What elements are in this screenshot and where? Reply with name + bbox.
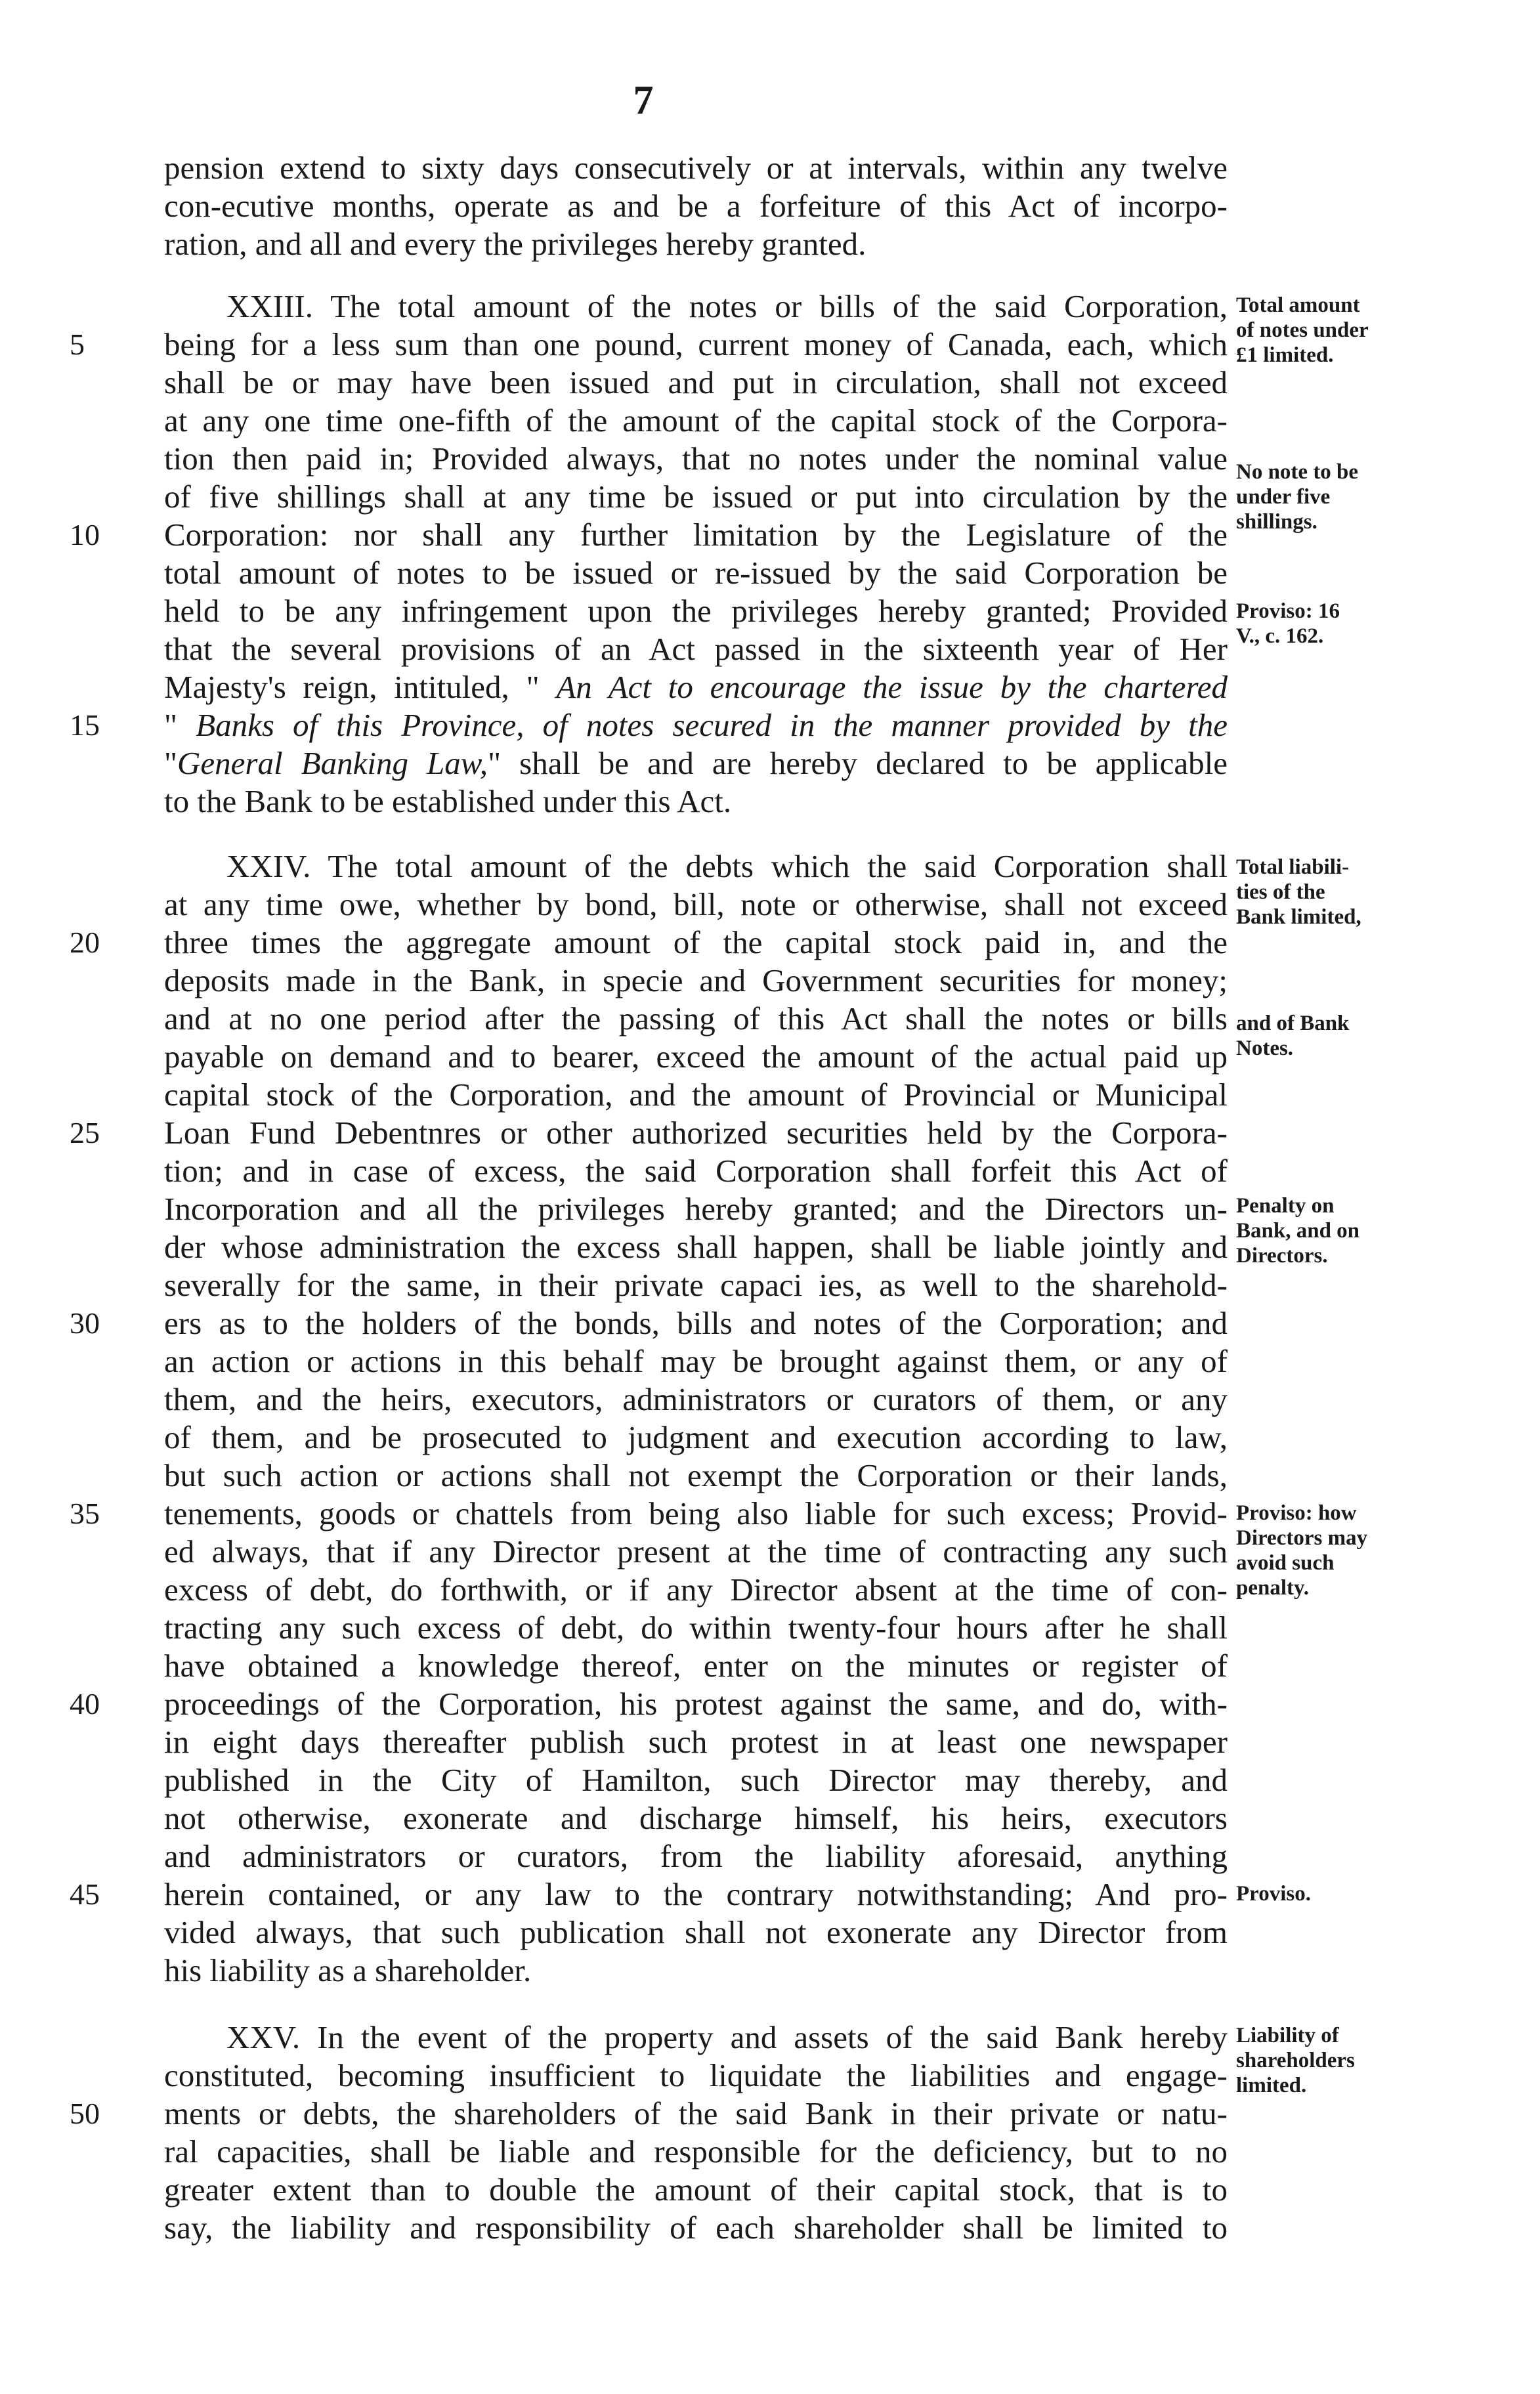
side-note-proviso: [1236, 1881, 1433, 1906]
side-note-line: Proviso: 16: [1236, 599, 1340, 623]
text-line: deposits made in the Bank, in specie and Government securities for money;: [164, 962, 1228, 998]
side-note-proviso-directors: [1236, 1501, 1433, 1600]
text-line: three times the aggregate amount of the capital stock paid in, and the: [164, 924, 1228, 960]
text-line: them, and the heirs, executors, administrators or curators of them, or any: [164, 1381, 1228, 1417]
side-note-five-shillings: [1236, 460, 1433, 534]
side-note-total-amount-notes: [1236, 293, 1433, 368]
text-line: have obtained a knowledge thereof, enter on the minutes or register of: [164, 1648, 1228, 1684]
line-number: 50: [70, 2097, 100, 2130]
side-note-line: of notes under: [1236, 318, 1369, 342]
text-line: " Banks of this Province, of notes secured in the manner provided by the: [164, 707, 1228, 743]
page-number: 7: [633, 78, 654, 123]
side-note-line: No note to be: [1236, 460, 1359, 484]
section-xxiii-heading-line: XXIII. The total amount of the notes or bills of the said Corporation,: [226, 288, 1228, 324]
text-line: an action or actions in this behalf may be brought against them, or any of: [164, 1343, 1228, 1379]
text-line: herein contained, or any law to the contrary notwithstanding; And pro-: [164, 1876, 1228, 1912]
side-note-proviso-16-v: [1236, 599, 1433, 649]
side-note-line: and of Bank: [1236, 1012, 1350, 1035]
text-line: held to be any infringement upon the privileges hereby granted; Provided: [164, 593, 1228, 629]
text-line: pension extend to sixty days consecutively or at intervals, within any twelve: [164, 150, 1228, 186]
text-line: con-ecutive months, operate as and be a forfeiture of this Act of incorpo-: [164, 188, 1228, 224]
side-note-line: avoid such: [1236, 1551, 1335, 1575]
text-line: tion; and in case of excess, the said Corporation shall forfeit this Act of: [164, 1153, 1228, 1189]
text-line: but such action or actions shall not exempt the Corporation or their lands,: [164, 1457, 1228, 1493]
side-note-line: Bank, and on: [1236, 1219, 1360, 1243]
text-line: and at no one period after the passing of this Act shall the notes or bills: [164, 1000, 1228, 1037]
line-number: 30: [70, 1306, 100, 1340]
line-number: 5: [70, 328, 85, 361]
text-line: to the Bank to be established under this Act.: [164, 783, 732, 819]
side-note-line: Proviso: how: [1236, 1501, 1357, 1525]
text-line: ral capacities, shall be liable and responsible for the deficiency, but to no: [164, 2133, 1228, 2170]
side-note-line: Notes.: [1236, 1037, 1294, 1060]
text-line: tion then paid in; Provided always, that no notes under the nominal value: [164, 440, 1228, 477]
text-line: being for a less sum than one pound, current money of Canada, each, which: [164, 326, 1228, 362]
text-line: vided always, that such publication shall not exonerate any Director from: [164, 1914, 1228, 1950]
section-xxv-heading-line: XXV. In the event of the property and assets of the said Bank hereby: [226, 2019, 1228, 2055]
text-line: der whose administration the excess shall happen, shall be liable jointly and: [164, 1229, 1228, 1265]
text-line: total amount of notes to be issued or re-issued by the said Corporation be: [164, 555, 1228, 591]
side-note-bank-notes: [1236, 1011, 1433, 1061]
act-title-italic: Banks of this Province, of notes secured in the manner provided by the: [196, 707, 1228, 743]
text-line: Majesty's reign, intituled, " An Act to encourage the issue by the chartered: [164, 669, 1228, 705]
line-number: 10: [70, 518, 100, 551]
side-note-line: penalty.: [1236, 1576, 1309, 1600]
text-line: and administrators or curators, from the liability aforesaid, anything: [164, 1838, 1228, 1874]
line-number: 40: [70, 1687, 100, 1721]
text-line: "General Banking Law," shall be and are hereby declared to be applicable: [164, 745, 1228, 781]
line-number: 45: [70, 1877, 100, 1911]
text-line: of them, and be prosecuted to judgment and execution according to law,: [164, 1419, 1228, 1455]
text-line: greater extent than to double the amount of their capital stock, that is to: [164, 2171, 1228, 2208]
text-line: severally for the same, in their private capaci ies, as well to the sharehold-: [164, 1267, 1228, 1303]
side-note-line: V., c. 162.: [1236, 624, 1324, 648]
text-line: Corporation: nor shall any further limitation by the Legislature of the: [164, 517, 1228, 553]
side-note-line: shillings.: [1236, 510, 1317, 534]
text-line: Loan Fund Debentnres or other authorized securities held by the Corpora-: [164, 1115, 1228, 1151]
side-note-line: Proviso.: [1236, 1882, 1311, 1906]
section-xxiv-heading-line: XXIV. The total amount of the debts which the said Corporation shall: [226, 848, 1228, 884]
text-line: that the several provisions of an Act passed in the sixteenth year of Her: [164, 631, 1228, 667]
text-line: tracting any such excess of debt, do within twenty-four hours after he shall: [164, 1610, 1228, 1646]
line-number: 20: [70, 926, 100, 959]
text-line: of five shillings shall at any time be issued or put into circulation by the: [164, 479, 1228, 515]
act-title-italic: General Banking Law,: [177, 745, 488, 781]
text-line: capital stock of the Corporation, and the amount of Provincial or Municipal: [164, 1077, 1228, 1113]
text-line: Incorporation and all the privileges hereby granted; and the Directors un-: [164, 1191, 1228, 1227]
text-line: his liability as a shareholder.: [164, 1952, 532, 1988]
text-line: tenements, goods or chattels from being also liable for such excess; Provid-: [164, 1495, 1228, 1531]
text-line: ments or debts, the shareholders of the said Bank in their private or natu-: [164, 2095, 1228, 2131]
side-note-line: ties of the: [1236, 880, 1325, 904]
text-line: say, the liability and responsibility of each shareholder shall be limited to: [164, 2210, 1228, 2246]
text-line: ers as to the holders of the bonds, bills and notes of the Corporation; and: [164, 1305, 1228, 1341]
side-note-line: Total liabili-: [1236, 855, 1350, 879]
text-line: ed always, that if any Director present at the time of contracting any such: [164, 1533, 1228, 1570]
side-note-penalty: [1236, 1193, 1433, 1268]
text-line: published in the City of Hamilton, such Director may thereby, and: [164, 1762, 1228, 1798]
side-note-line: Directors.: [1236, 1244, 1328, 1268]
text-line: proceedings of the Corporation, his protest against the same, and do, with-: [164, 1686, 1228, 1722]
text-line: shall be or may have been issued and put in circulation, shall not exceed: [164, 364, 1228, 400]
text-line: at any time owe, whether by bond, bill, note or otherwise, shall not exceed: [164, 886, 1228, 922]
side-note-line: shareholders: [1236, 2049, 1355, 2072]
side-note-shareholder-liability: [1236, 2023, 1433, 2098]
side-note-line: limited.: [1236, 2074, 1307, 2097]
side-note-line: Bank limited,: [1236, 905, 1361, 929]
side-note-line: £1 limited.: [1236, 343, 1334, 367]
text-line: not otherwise, exonerate and discharge himself, his heirs, executors: [164, 1800, 1228, 1836]
text-line: excess of debt, do forthwith, or if any Director absent at the time of con-: [164, 1571, 1228, 1608]
line-number: 15: [70, 708, 100, 742]
side-note-line: Total amount: [1236, 293, 1360, 317]
text-line: in eight days thereafter publish such protest in at least one newspaper: [164, 1724, 1228, 1760]
text-line: constituted, becoming insufficient to liquidate the liabilities and engage-: [164, 2057, 1228, 2093]
side-note-total-liabilities: [1236, 855, 1433, 930]
text-line: at any one time one-fifth of the amount of the capital stock of the Corpora-: [164, 402, 1228, 438]
line-number: 35: [70, 1497, 100, 1530]
line-number: 25: [70, 1116, 100, 1149]
side-note-line: under five: [1236, 485, 1331, 509]
side-note-line: Directors may: [1236, 1526, 1368, 1550]
side-note-line: Liability of: [1236, 2024, 1339, 2047]
side-note-line: Penalty on: [1236, 1194, 1335, 1218]
text-line: payable on demand and to bearer, exceed the amount of the actual paid up: [164, 1038, 1228, 1075]
text-line: ration, and all and every the privileges hereby granted.: [164, 226, 866, 262]
act-title-italic: An Act to encourage the issue by the chartered: [556, 669, 1228, 705]
